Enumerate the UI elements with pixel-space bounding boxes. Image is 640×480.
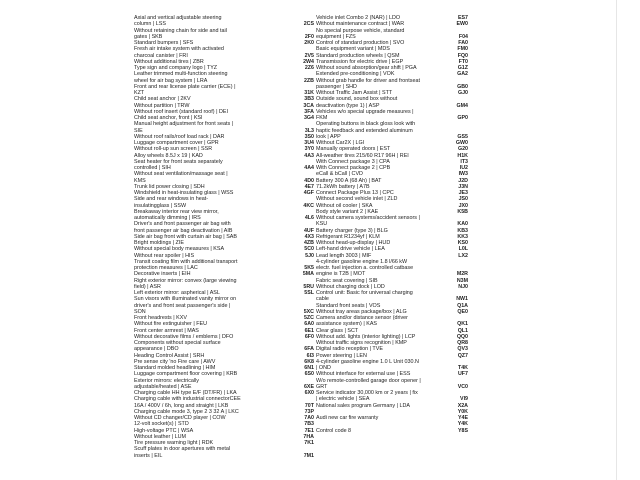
option-code: 5ZC — [303, 315, 314, 321]
option-description: Pre sense city 'no Fire care | AWV — [134, 358, 216, 365]
option-code: 4A3 — [304, 152, 314, 159]
option-description: Without roof rails/roof load rack | DAR — [134, 133, 225, 140]
option-code: JX0 — [458, 202, 468, 209]
option-code: GA2 — [457, 71, 468, 78]
option-code: 3S0 — [304, 133, 314, 140]
option-code: 6XE — [303, 383, 314, 390]
option-code: Y4K — [457, 421, 468, 428]
option-row — [316, 96, 468, 109]
option-row — [134, 340, 314, 353]
option-code: 5C0 — [304, 246, 314, 253]
option-code: Y0K — [457, 408, 468, 415]
option-code: QE0 — [457, 308, 468, 315]
option-description: Left-hand drive vehicle | LEA — [316, 246, 385, 253]
option-code: G20 — [457, 146, 468, 153]
option-row — [134, 259, 314, 272]
option-description: Without add. lights (interior lighting) | LCP — [316, 333, 416, 340]
option-row — [134, 278, 314, 291]
option-row — [316, 78, 468, 91]
option-code: ES7 — [457, 15, 468, 21]
option-code: GS5 — [457, 133, 468, 140]
option-description: Without grab handle for driver and frontseat passenger | SHD — [316, 77, 420, 90]
option-description: Breakaway interior rear view mirror, automatically dimming | IRS — [134, 208, 219, 221]
option-code: 3FA — [304, 108, 314, 115]
option-description: Heading Control Assist | SRH — [134, 352, 205, 359]
option-row — [134, 171, 314, 184]
option-description: Without tray areas package/box | ALG — [316, 308, 407, 315]
option-code: 7HA — [303, 433, 314, 440]
option-description: Connect Package Plus 13 | CPC — [316, 190, 394, 196]
option-code: 7M1 — [303, 452, 314, 459]
option-description: Body style variant 2 | KAE — [316, 208, 379, 215]
option-code: 70T — [304, 402, 314, 409]
option-row — [134, 28, 314, 41]
option-description: Without roof insert (standard roof) | DEI — [134, 108, 228, 115]
option-row — [134, 46, 314, 59]
option-description: Power steering | LEN — [316, 352, 367, 359]
option-description: Clear glass | SCT — [316, 327, 359, 334]
option-code: 4L6 — [304, 215, 314, 221]
option-code: JE3 — [458, 190, 468, 196]
option-code: QZ7 — [457, 352, 468, 359]
option-description: Basic equipment variant | MDS — [316, 46, 390, 53]
option-code: 7K1 — [304, 440, 314, 446]
option-description: With Connect package 3 | CPA — [316, 158, 390, 165]
option-description: Scuff plates in door apertures with metal inserts | EIL — [134, 446, 231, 459]
option-description: Standard production wheels | QSM — [316, 52, 400, 59]
option-code: 4UF — [303, 227, 314, 234]
option-row — [134, 196, 314, 209]
option-code: 3G4 — [303, 115, 314, 121]
option-code: 7B3 — [304, 421, 314, 428]
option-code: KA0 — [457, 221, 468, 228]
option-code: 6F0 — [304, 333, 314, 340]
option-code: 2CS — [303, 21, 314, 28]
option-code: 5SL — [304, 290, 314, 296]
option-code: K5B — [457, 208, 468, 215]
option-description: Axial and vertical adjustable steering column | LSS — [134, 15, 222, 28]
option-code: 4E7 — [304, 183, 314, 190]
option-code: FA0 — [458, 40, 468, 46]
option-row — [316, 315, 468, 328]
option-row — [316, 109, 468, 122]
option-description: eCall & bCall | CVD — [316, 171, 363, 178]
option-row — [134, 159, 314, 172]
option-code: 2ZB — [303, 77, 314, 84]
option-description: Trunk lid power closing | SDH — [134, 183, 205, 190]
option-description: Without retaining chain for side and tail gates | SKB — [134, 27, 227, 40]
option-description: Seat heater for front seats separately controlled | SIH — [134, 158, 223, 171]
option-description: Without head-up-display | HUD — [316, 240, 391, 246]
option-description: Standard molded headlining | HIM — [134, 365, 216, 371]
option-row — [316, 215, 468, 228]
option-description: Manually operated doors | EST — [316, 146, 391, 153]
option-row — [134, 296, 314, 315]
option-code: N3M — [456, 277, 468, 284]
option-description: Battery 300 A (68 Ah) | BAT — [316, 177, 382, 184]
option-description: Side and rear windows in heat- insulatingglass | SSW — [134, 196, 209, 209]
option-code: KK3 — [457, 233, 468, 240]
option-row — [134, 446, 314, 459]
option-code: F04 — [458, 33, 468, 40]
option-description: Components without special surface appearance | DBO — [134, 340, 221, 353]
option-code: 5MA — [302, 271, 314, 278]
option-description: Camera and/or distance sensor (driver assistance system) | KAS — [316, 315, 408, 328]
option-code: KS0 — [457, 240, 468, 246]
option-description: Without decorative films / emblems | DFO — [134, 333, 234, 340]
option-code: 3Y0 — [304, 146, 314, 153]
option-list-right — [316, 15, 468, 434]
option-description: 4-cylinder gasoline engine 1.0 L Unit 030.N | OND — [316, 358, 419, 371]
option-description: Lead length 3003 | MIF — [316, 252, 372, 259]
option-code: IU2 — [459, 165, 468, 171]
option-code: 6FA — [304, 346, 314, 353]
option-description: Without camera systems/accident sensors | KSU — [316, 215, 420, 228]
option-code: 6E1 — [304, 327, 314, 334]
option-code: GP0 — [457, 115, 468, 121]
option-description: Without fire extinguisher | FEU — [134, 321, 208, 328]
option-description: Refrigerant R1234yf | KLM — [316, 233, 380, 240]
option-code: 6N1 — [304, 365, 314, 371]
option-code: EW0 — [456, 21, 468, 28]
option-description: Without additional tires | ZBR — [134, 58, 204, 65]
option-description: Sun visors with illuminated vanity mirror on driver's and front seat passenger's side | SON — [134, 296, 237, 315]
option-code: 2F0 — [304, 33, 314, 40]
option-description: Without maintenance contract | WAR — [316, 21, 405, 28]
option-description: W/o remote-controlled garage door opener | GRT — [316, 377, 421, 390]
option-code: 4A4 — [304, 165, 314, 171]
option-row — [316, 428, 468, 434]
option-row — [134, 15, 314, 28]
option-code: VC0 — [457, 383, 468, 390]
option-description: Extended pre-conditioning | VOK — [316, 71, 395, 78]
option-description: Digital radio reception | TVE — [316, 346, 383, 353]
option-description: Without leather | LUM — [134, 433, 187, 440]
option-code: QL1 — [457, 327, 468, 334]
option-code: 2Z6 — [304, 65, 314, 71]
option-code: 4D0 — [304, 177, 314, 184]
option-description: Leather trimmed multi-function steering wheel for air bag system | LRA — [134, 71, 228, 84]
option-description: Right exterior mirror: convex (large viewing field) | ASR — [134, 277, 237, 290]
option-code: 31K — [304, 90, 314, 96]
option-description: Operating buttons in black gloss look with haptic feedback and extended aluminum look | APP — [316, 121, 416, 140]
option-description: Luggage compartment floor covering | KRB — [134, 371, 238, 378]
option-description: Manual height adjustment for front seats | SIE — [134, 121, 234, 134]
option-code: 4X3 — [304, 233, 314, 240]
option-description: Left exterior mirror: aspherical | ASL — [134, 290, 220, 296]
option-code: 2W4 — [303, 58, 314, 65]
option-description: Child seat anchor, front | KSI — [134, 115, 203, 121]
option-code: H1K — [457, 152, 468, 159]
option-code: 4GF — [303, 190, 314, 196]
option-code: GB0 — [457, 83, 468, 90]
option-code: M2R — [456, 271, 468, 278]
option-description: Vehicle inlet Combo 2 (NAR) | LDO — [316, 15, 401, 21]
option-code: IT3 — [460, 158, 468, 165]
option-code: VI9 — [460, 396, 468, 403]
option-description: Control of standard production | SVO — [316, 40, 405, 46]
option-code: GW0 — [455, 140, 468, 146]
option-description: Luggage compartment cover | GPR — [134, 140, 219, 146]
option-description: Control unit: Basic for universal charging cable — [316, 290, 413, 303]
option-description: Child seat anchor | 2KV — [134, 96, 191, 103]
option-description: 71.2kWh battery | A7B — [316, 183, 370, 190]
option-code: QK1 — [457, 321, 468, 328]
option-code: FQ0 — [457, 52, 468, 59]
option-row — [134, 396, 314, 409]
option-code: IW3 — [458, 171, 468, 178]
option-description: Standard bumpers | SFS — [134, 40, 194, 46]
option-description: All-weather tires 215/60 R17 96H | REI — [316, 152, 409, 159]
option-code: 7A0 — [304, 415, 314, 421]
page-edge-divider — [616, 0, 617, 480]
option-description: Without roll-up sun screen | SSR — [134, 146, 213, 153]
option-code: 3B3 — [304, 96, 314, 103]
option-code: 6A0 — [304, 321, 314, 328]
option-code: 3U4 — [304, 140, 314, 146]
option-code: 2K0 — [304, 40, 314, 46]
option-code: 73P — [304, 408, 314, 415]
option-description: High-voltage PTC | WSA — [134, 427, 194, 434]
option-description: Without CD changer/CD player | COW — [134, 415, 226, 421]
option-code: QR8 — [457, 340, 468, 346]
option-description: Vehicles w/o special upgrade measures | FKM — [316, 108, 414, 121]
option-description: Outside sound, sound box without deactivation (type 1) | ASP — [316, 96, 398, 109]
option-description: Bright moldings | ZIE — [134, 240, 184, 246]
option-description: Transit coating film with additional transport protection measures | LAC — [134, 258, 238, 271]
option-code: UF7 — [457, 371, 468, 378]
option-description: Exterior mirrors: electrically adjustable/heated | ASE — [134, 377, 199, 390]
option-code: QV3 — [457, 346, 468, 353]
option-code: Q1A — [457, 302, 468, 309]
option-row — [134, 378, 314, 391]
option-description: Decorative inserts | EIH — [134, 271, 191, 278]
option-code: Y4E — [457, 415, 468, 421]
option-description: Battery charger (type 3) | BLG — [316, 227, 388, 234]
option-code: JS0 — [458, 196, 468, 203]
option-description: Charging cable mode 3, type 2 3 32 A | LKC — [134, 408, 239, 415]
option-row — [316, 378, 468, 391]
option-description: Without sound absorption/gear shift | PGA — [316, 65, 417, 71]
option-row — [316, 403, 468, 409]
option-code: J3N — [458, 183, 468, 190]
option-description: Without charging dock | LOD — [316, 283, 385, 290]
option-code: 5RU — [303, 283, 314, 290]
option-list-left — [134, 15, 314, 459]
option-code: 5J0 — [305, 252, 314, 259]
option-code: KB3 — [457, 227, 468, 234]
option-row — [316, 259, 468, 278]
option-description: Without traffic signs recognition | KMP — [316, 340, 407, 346]
option-code: 3L3 — [304, 127, 314, 134]
option-description: Charging cable HH type E/F (DT/FR) | LKA — [134, 390, 237, 396]
option-code: 4ZB — [303, 240, 314, 246]
option-code: FT0 — [458, 58, 468, 65]
option-description: Front center armrest | MAS — [134, 327, 199, 334]
option-description: Driver's and front passenger air bag with front passenger air bag deactivation | AIB — [134, 221, 233, 234]
option-row — [134, 221, 314, 234]
option-description: Audi new car fire warranty — [316, 415, 379, 421]
option-code: GJ0 — [457, 90, 468, 96]
option-row — [134, 71, 314, 84]
option-description: 12-volt socket(s) | STD — [134, 421, 189, 428]
option-description: Side air bag front with curtain air bag | SAB — [134, 233, 237, 240]
option-code: NW1 — [456, 296, 468, 303]
option-description: Fresh air intake system with activated charcoal canister | FRI — [134, 46, 224, 59]
option-code: L0L — [458, 246, 468, 253]
option-code: T4K — [457, 365, 468, 371]
option-description: Charging cable with industrial connectorCEE 16A / 400V / 6h, long and straight | LKB — [134, 396, 241, 409]
option-description: Fabric seat covering | SIB — [316, 277, 378, 284]
option-row — [316, 28, 468, 41]
option-description: Transmission for electric drive | EGP — [316, 58, 404, 65]
option-description: Service indicator 30,000 km or 2 years | fix | electric vehicle | SEA — [316, 390, 418, 403]
option-description: Alloy wheels 8.5J x 19 | KAD — [134, 152, 203, 159]
option-description: Without partition | TRW — [134, 102, 190, 109]
option-description: Front and rear license plate carrier (ECE) | KZT — [134, 83, 236, 96]
option-description: Tire pressure warning light | RDK — [134, 440, 214, 446]
option-description: 4-cylinder gasoline engine 1.8 l/66 kW electr. fuel injection a. controlled catbase engine is T2B | MOT — [316, 258, 414, 278]
option-description: Without rear spoiler | HIS — [134, 252, 195, 259]
option-code: X2A — [457, 402, 468, 409]
option-code: J2D — [458, 177, 468, 184]
option-description: No special purpose vehicle, standard equipment | FZS — [316, 27, 405, 40]
option-code: 5K5 — [304, 265, 314, 271]
option-description: Without seat ventilation/massage seat | KMS — [134, 171, 228, 184]
option-row — [316, 290, 468, 303]
option-row — [316, 359, 468, 372]
option-code: 2V5 — [304, 52, 314, 59]
option-code: 6I3 — [306, 352, 314, 359]
option-code: 4KC — [303, 202, 314, 209]
option-description: Without interface for external use | ESS — [316, 371, 411, 378]
option-description: Without second vehicle inlet | ZLD — [316, 196, 398, 203]
option-code: FM0 — [457, 46, 468, 53]
option-code: NJ0 — [458, 283, 468, 290]
option-code: 6K8 — [304, 358, 314, 365]
option-description: Without special body measures | KSA — [134, 246, 225, 253]
option-row — [134, 121, 314, 134]
option-description: Without Car2X | LGI — [316, 140, 365, 146]
option-code: 6S0 — [304, 371, 314, 378]
option-row — [316, 390, 468, 403]
option-code: 5XC — [303, 308, 314, 315]
option-description: National sales program Germany | LDA — [316, 402, 410, 409]
option-code: QQ0 — [456, 333, 468, 340]
option-description: Windshield in heat-insulating glass | WSS — [134, 190, 234, 196]
option-code: G1Z — [457, 65, 468, 71]
option-code: 7E1 — [304, 427, 314, 434]
option-description: Without oil cooler | SKA — [316, 202, 373, 209]
option-row — [316, 121, 468, 140]
option-code: 3CA — [303, 102, 314, 109]
option-description: Without Traffic Jam Assist | STT — [316, 90, 393, 96]
option-row — [316, 415, 468, 421]
option-code: LX2 — [458, 252, 468, 259]
option-code: GM4 — [456, 102, 468, 109]
option-code: Y8S — [457, 427, 468, 434]
option-code: 6X0 — [304, 390, 314, 396]
option-row — [134, 209, 314, 222]
option-description: Control code 8 — [316, 427, 352, 434]
option-row — [134, 84, 314, 97]
option-description: Standard front seats | VOS — [316, 302, 381, 309]
option-description: Type sign and company logo | TYZ — [134, 65, 218, 71]
option-description: Front headrests | KXV — [134, 315, 187, 321]
option-description: With Connect package 2 | CPB — [316, 165, 391, 171]
